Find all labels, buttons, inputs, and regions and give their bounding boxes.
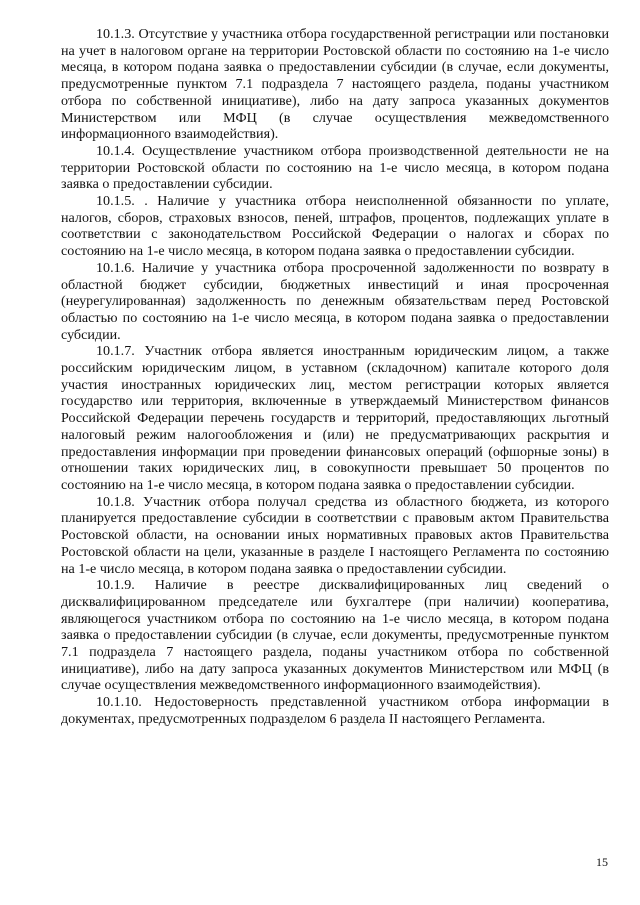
paragraph-10-1-8: 10.1.8. Участник отбора получал средства из областного бюджета, из которого планируется предоставление субсидии в соответствии с правовым актом Правительства Ростовской области, на основании иных нормативных правовых актов Правительства Ростовской области на цели, указанные в разделе I настоящего Регламента по состоянию на 1-е число месяца, в котором подана заявка о предоставлении субсидии. — [61, 493, 609, 577]
paragraph-10-1-5: 10.1.5. . Наличие у участника отбора неисполненной обязанности по уплате, налогов, сборов, страховых взносов, пеней, штрафов, процентов, подлежащих уплате в соответствии с законодательством Российской Федерации о налогах и сборах по состоянию на 1-е число месяца, в котором подана заявка о предоставлении субсидии. — [61, 193, 609, 260]
document-body — [61, 26, 609, 728]
paragraph-10-1-4: 10.1.4. Осуществление участником отбора производственной деятельности не на территории Ростовской области по состоянию на 1-е число месяца, в котором подана заявка о предоставлении субсидии. — [61, 142, 609, 193]
paragraph-10-1-7: 10.1.7. Участник отбора является иностранным юридическим лицом, а также российским юридическим лицом, в уставном (складочном) капитале которого доля участия иностранных юридических лиц, местом регистрации которых является государство или территория, включенные в утверждаемый Министерством финансов Российской Федерации перечень государств и территорий, предоставляющих льготный налоговый режим налогообложения и (или) не предусматривающих раскрытия и предоставления информации при проведении финансовых операций (офшорные зоны) в отношении таких юридических лиц, в совокупности превышает 50 процентов по состоянию на 1-е число месяца, в котором подана заявка о предоставлении субсидии. — [61, 343, 609, 493]
paragraph-10-1-3: 10.1.3. Отсутствие у участника отбора государственной регистрации или постановки на учет в налоговом органе на территории Ростовской области по состоянию на 1-е число месяца, в котором подана заявка о предоставлении субсидии (в случае, если документы, предусмотренные пунктом 7.1 подраздела 7 настоящего раздела, поданы участником отбора по собственной инициативе), либо на дату запроса указанных документов Министерством или МФЦ (в случае осуществления межведомственного информационного взаимодействия). — [61, 26, 609, 143]
paragraph-10-1-6: 10.1.6. Наличие у участника отбора просроченной задолженности по возврату в областной бюджет субсидии, бюджетных инвестиций и иная просроченная (неурегулированная) задолженность по денежным обязательствам перед Ростовской областью по состоянию на 1-е число месяца, в котором подана заявка о предоставлении субсидии. — [61, 259, 609, 343]
page-number: 15 — [596, 855, 608, 869]
paragraph-10-1-9: 10.1.9. Наличие в реестре дисквалифицированных лиц сведений о дисквалифицированном председателе или бухгалтере (при наличии) кооператива, являющегося участником отбора по состоянию на 1-е число месяца, в котором подана заявка о предоставлении субсидии (в случае, если документы, предусмотренные пунктом 7.1 подраздела 7 настоящего раздела, поданы участником отбора по собственной инициативе), либо на дату запроса указанных документов Министерством или МФЦ (в случае осуществления межведомственного информационного взаимодействия). — [61, 577, 609, 694]
paragraph-10-1-10: 10.1.10. Недостоверность представленной участником отбора информации в документах, предусмотренных подразделом 6 раздела II настоящего Регламента. — [61, 694, 609, 727]
